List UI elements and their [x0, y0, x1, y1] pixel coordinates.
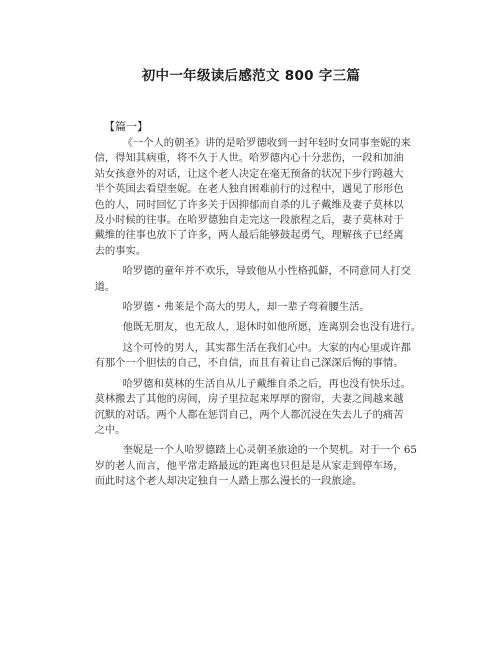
document-title: 初中一年级读后感范文 800 字三篇 — [141, 68, 361, 84]
paragraph-line: 而此时这个老人却决定独自一人踏上那么漫长的一段旅途。 — [94, 475, 363, 488]
paragraph-line: 及小时候的往事。在哈罗德独自走完这一段旅程之后，妻子莫林对于 — [94, 214, 404, 227]
section-label: 【篇一】 — [104, 120, 148, 133]
paragraph-line: 岁的老人而言，他平常走路最远的距离也只但是是从家走到停车场， — [94, 459, 404, 472]
paragraph-3 — [74, 300, 434, 315]
paragraph-line: 信，得知其病重，将不久于人世。哈罗德内心十分悲伤，一段和加油 — [94, 152, 404, 165]
paragraph-4 — [74, 320, 434, 335]
paragraph-line: 沉默的对话。两个人都在惩罚自己，两个人都沉浸在失去儿子的痛苦 — [94, 408, 404, 421]
paragraph-line: 之中。 — [94, 423, 126, 436]
paragraph-line: 哈罗德和莫林的生活自从儿子戴维自杀之后，再也没有快乐过。 — [122, 377, 411, 390]
paragraph-line: 这个可怜的男人，其实都生活在我们心中。大家的内心里或许都 — [122, 341, 411, 354]
paragraph-line: 哈罗德・弗莱是个高大的男人，却一辈子弯着腰生活。 — [122, 301, 370, 314]
paragraph-line: 色的人，同时回忆了许多关于因抑郁而自杀的儿子戴维及妻子莫林以 — [94, 198, 404, 211]
paragraph-6 — [74, 377, 434, 439]
paragraph-line: 奎妮是一个人哈罗德踏上心灵朝圣旅途的一个契机。对于一个 65 — [122, 444, 417, 457]
paragraph-line: 他既无朋友，也无敌人，退休时如他所愿，连离别会也没有进行。 — [122, 321, 422, 334]
document-body — [74, 136, 434, 495]
paragraph-line: 半个英国去看望奎妮。在老人独自困难前行的过程中，遇见了形形色 — [94, 183, 404, 196]
paragraph-line: 哈罗德的童年并不欢乐，导致他从小性格孤僻，不同意同人打交 — [122, 265, 411, 278]
paragraph-2 — [74, 264, 434, 295]
paragraph-line: 《一个人的朝圣》讲的是哈罗德收到一封年轻时女同事奎妮的来 — [122, 137, 411, 149]
paragraph-line: 站女孩意外的对话，让这个老人决定在毫无预备的状况下步行跨越大 — [94, 167, 404, 180]
paragraph-line: 戴维的往事也放下了许多，两人最后能够鼓起勇气，理解孩子已经离 — [94, 229, 404, 242]
paragraph-line: 去的事实。 — [94, 244, 147, 257]
paragraph-5 — [74, 341, 434, 372]
paragraph-line: 道。 — [94, 280, 116, 293]
paragraph-7 — [74, 443, 434, 489]
paragraph-line: 有那个一个胆怯的自己，不自信，而且有着让自己深深后悔的事情。 — [94, 357, 404, 370]
paragraph-line: 莫林搬去了其他的房间，房子里拉起来厚厚的窗帘，夫妻之间越来越 — [94, 393, 404, 406]
paragraph-1 — [74, 136, 434, 259]
